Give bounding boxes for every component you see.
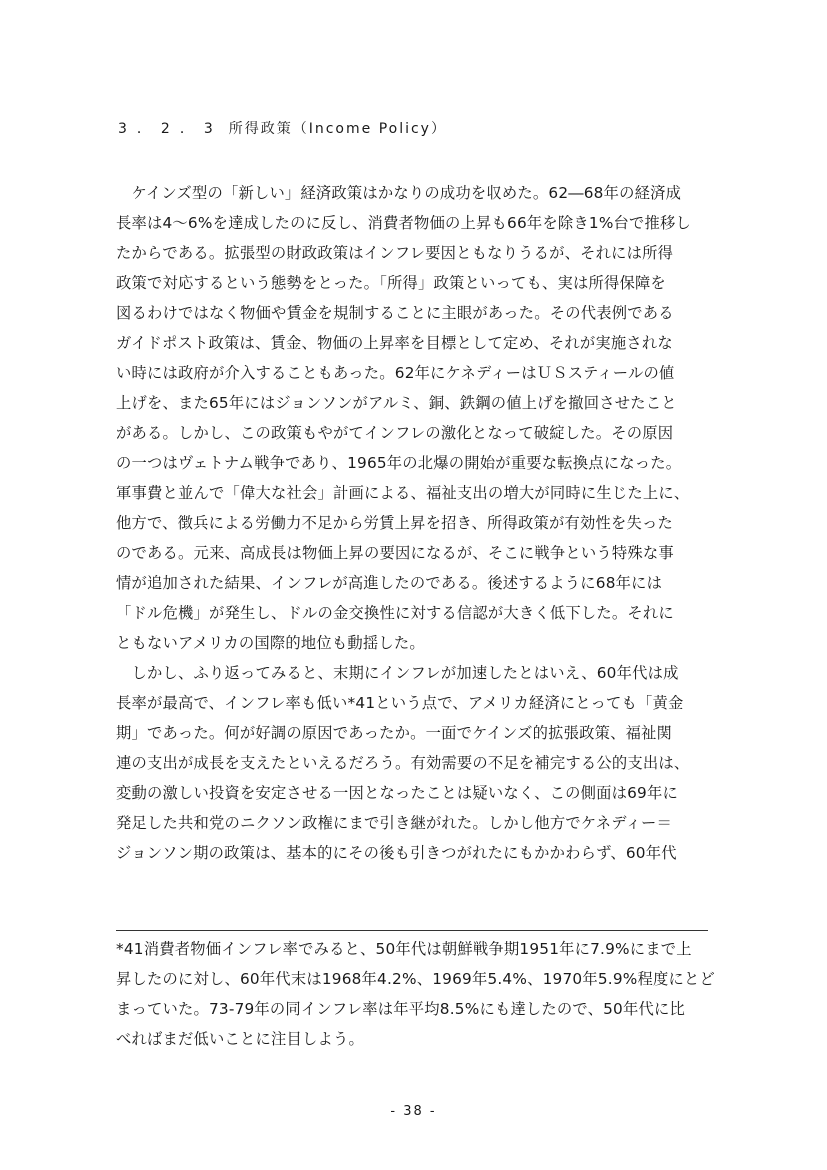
footnote: [116, 934, 716, 1054]
body-line: ともないアメリカの国際的地位も動揺した。: [116, 634, 425, 652]
page-number: - 38 -: [390, 1104, 437, 1119]
footnote-divider: [116, 930, 708, 931]
section-heading: [118, 118, 447, 138]
body-line: 他方で、徴兵による労働力不足から労賃上昇を招き、所得政策が有効性を失った: [116, 514, 673, 532]
body-line: ガイドポスト政策は、賃金、物価の上昇率を目標として定め、それが実施されな: [116, 334, 673, 352]
body-line: がある。しかし、この政策もやがてインフレの激化となって破綻した。その原因: [116, 424, 674, 442]
body-line: たからである。拡張型の財政政策はインフレ要因ともなりうるが、それには所得: [116, 244, 674, 262]
footnote-line: *41消費者物価インフレ率でみると、50年代は朝鮮戦争期1951年に7.9%にまで上: [116, 940, 692, 958]
body-line: 連の支出が成長を支えたといえるだろう。有効需要の不足を補完する公的支出は、: [116, 754, 690, 772]
footnote-line: 昇したのに対し、60年代末は1968年4.2%、1969年5.4%、1970年5.9%程度にとど: [116, 970, 715, 988]
body-line: 情が追加された結果、インフレが高進したのである。後述するように68年には: [116, 574, 663, 592]
body-line: 変動の激しい投資を安定させる一因となったことは疑いなく、この側面は69年に: [116, 784, 678, 802]
section-title: 所得政策（Income Policy）: [228, 121, 447, 137]
footnote-line: まっていた。73-79年の同インフレ率は年平均8.5%にも達したので、50年代に比: [116, 1000, 685, 1018]
body-line: 図るわけではなく物価や賃金を規制することに主眼があった。その代表例である: [116, 304, 674, 322]
body-line: 軍事費と並んで「偉大な社会」計画による、福祉支出の増大が同時に生じた上に、: [116, 484, 690, 502]
body-line: 発足した共和党のニクソン政権にまで引き継がれた。しかし他方でケネディー＝: [116, 814, 673, 832]
body-line: 長率が最高で、インフレ率も低い*41という点で、アメリカ経済にとっても「黄金: [116, 694, 684, 712]
body-line: 政策で対応するという態勢をとった。「所得」政策といっても、実は所得保障を: [116, 274, 666, 292]
body-line: 期」であった。何が好調の原因であったか。一面でケインズ的拡張政策、福祉関: [116, 724, 673, 742]
body-line: の一つはヴェトナム戦争であり、1965年の北爆の開始が重要な転換点になった。: [116, 454, 682, 472]
body-line: 長率は4～6%を達成したのに反し、消費者物価の上昇も66年を除き1%台で推移し: [116, 214, 692, 232]
body-line: 「ドル危機」が発生し、ドルの金交換性に対する信認が大きく低下した。それに: [116, 604, 674, 622]
footnote-line: べればまだ低いことに注目しよう。: [116, 1030, 364, 1048]
body-line: ジョンソン期の政策は、基本的にその後も引きつがれたにもかかわらず、60年代: [116, 844, 677, 862]
body-line: い時には政府が介入することもあった。62年にケネディーはＵＳスティールの値: [116, 364, 675, 382]
section-number: 3．2．3: [118, 121, 223, 137]
body-line: ケインズ型の「新しい」経済政策はかなりの成功を収めた。62―68年の経済成: [116, 184, 682, 202]
body-line: しかし、ふり返ってみると、末期にインフレが加速したとはいえ、60年代は成: [116, 664, 679, 682]
body-line: 上げを、また65年にはジョンソンがアルミ、銅、鉄鋼の値上げを撤回させたこと: [116, 394, 677, 412]
body-line: のである。元来、高成長は物価上昇の要因になるが、そこに戦争という特殊な事: [116, 544, 674, 562]
body-text: [116, 178, 716, 868]
